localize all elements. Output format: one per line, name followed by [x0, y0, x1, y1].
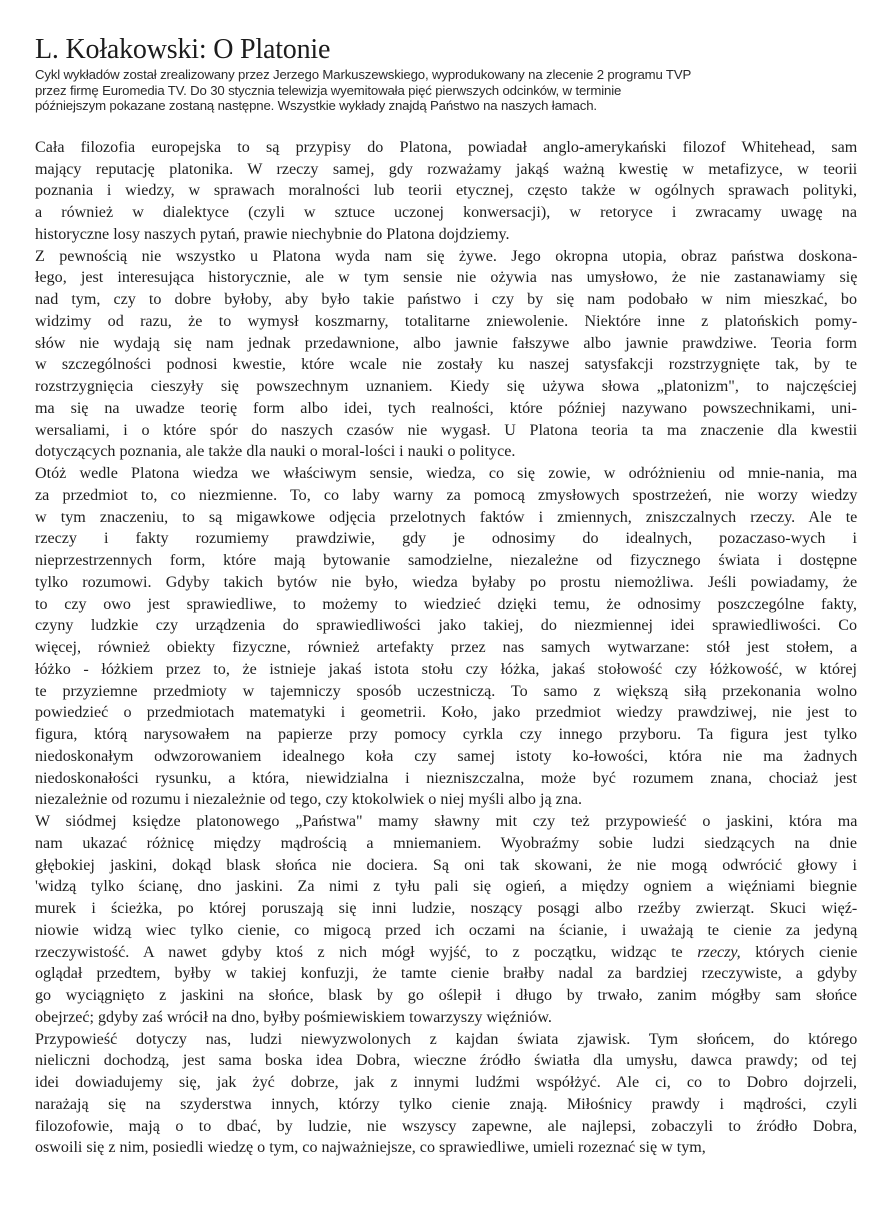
article-lead: [35, 67, 835, 114]
text-line: historyczne losy naszych pytań, prawie niechybnie do Platona dojdziemy.: [35, 225, 510, 243]
text-segment: których cienie: [740, 943, 858, 961]
text-line: nad tym, czy to dobre byłoby, aby było takie państwo i czy by się nam podobało w nim mieszkać, bo: [35, 291, 857, 309]
text-line: za przedmiot to, co niezmienne. To, co laby warny za pomocą zmysłowych spostrzeżeń, nie worzy wiedzy: [35, 486, 858, 504]
text-line: narażają się na szyderstwa innych, którzy tylko cienie znają. Miłośnicy prawdy i mądrości, czyli: [35, 1095, 858, 1113]
text-line: Otóż wedle Platona wiedza we właściwym sensie, wiedza, co się zowie, w odróżnieniu od mnie-nania, ma: [35, 465, 858, 483]
text-line: wersaliami, i o które spór do naszych czasów nie wygasł. U Platona teoria ta ma znaczenie dla kwestii: [35, 421, 858, 439]
text-line: figura, którą narysowałem na papierze przy pomocy cyrkla czy innego przyboru. Ta figura jest tylko: [35, 726, 857, 744]
text-line: idei dowiadujemy się, jak żyć dobrze, jak z innymi ludźmi współżyć. Ale ci, co to Dobro dojrzeli,: [35, 1074, 857, 1092]
text-line: nam ukazać różnicę między mądrością a mniemaniem. Wyobraźmy sobie ludzi siedzących na dnie: [35, 834, 857, 852]
article-body: [35, 137, 857, 1159]
text-line: widzimy od razu, że to wymysł koszmarny, totalitarne zniewolenie. Niektóre inne z platońskich pomy-: [35, 312, 858, 330]
text-line: oswoili się z nim, posiedli wiedzę o tym, co najważniejsze, co sprawiedliwe, umieli rozeznać się w tym,: [35, 1139, 706, 1157]
document-page: [35, 34, 857, 1159]
text-line: niedoskonałym odwzorowaniem idealnego koła czy samej istoty ko-łowości, która nie ma żadnych: [35, 747, 858, 765]
text-line: obejrzeć; gdyby zaś wrócił na dno, byłby pośmiewiskiem towarzyszy więźniów.: [35, 1008, 552, 1026]
text-line: murek i ścieżka, po której poruszają się inni ludzie, noszący posągi albo rzeźby zwierząt. Skuci więź-: [35, 900, 858, 918]
text-line: w tym znaczeniu, to są migawkowe odjęcia przelotnych faktów i zmiennych, zniszczalnych rzeczy. Ale te: [35, 508, 858, 526]
text-line: te przyziemne przedmioty w tajemniczy sposób uczestniczą. To samo z większą siłą przekonania wolno: [35, 682, 858, 700]
text-line: rozstrzygnięcia cieszyły się powszechnym uznaniem. Kiedy się używa słowa „platonizm", to najczęściej: [35, 378, 857, 396]
text-line: W siódmej księdze platonowego „Państwa" mamy sławny mit czy też przypowieść o jaskini, która ma: [35, 813, 858, 831]
text-line: powiedzieć o przedmiotach matematyki i geometrii. Koło, jako przedmiot wiedzy prawdziwej, nie jest to: [35, 704, 857, 722]
text-line: dotyczących poznania, ale także dla nauki o moral-lości i nauki o polityce.: [35, 443, 516, 461]
text-line: łego, jest interesująca historycznie, ale w tym sensie nie ożywia nas umysłowo, że nie zastanawiamy się: [35, 269, 858, 287]
text-line: niedoskonałości rysunku, a która, niewidzialna i niezniszczalna, może być rozumem znana, chociaż jest: [35, 769, 857, 787]
text-line: głębokiej jaskini, dokąd blask słońca nie dociera. Są oni tak skowani, że nie mogą odwrócić głowy i: [35, 856, 857, 874]
text-line: nieprzestrzennych form, które mają bytowanie samodzielne, niezależne od fizycznego świata i dostępne: [35, 552, 857, 570]
text-line: mający reputację platonika. W rzeczy samej, gdy rozważamy jakąś ważną kwestię w metafizyce, w teorii: [35, 160, 858, 178]
text-segment: rzeczywistość. A nawet gdyby ktoś z nich mógł wyjść, to z początku, widząc te: [35, 943, 698, 961]
text-line: ma się na uwadze teorię form albo idei, tych realności, które później nazywano powszechnikami, uni-: [35, 399, 857, 417]
text-line: filozofowie, mają o to dbać, by ludzie, nie wszyscy zapewne, ale najlepsi, zobaczyli to źródło Dobra,: [35, 1117, 858, 1135]
paragraph: [35, 811, 857, 1029]
text-line: niezależnie od rozumu i niezależnie od tego, czy ktokolwiek o niej myśli albo ją zna.: [35, 791, 582, 809]
paragraph: [35, 137, 857, 246]
text-line: Cała filozofia europejska to są przypisy do Platona, powiadał anglo-amerykański filozof Whitehead, sam: [35, 138, 858, 156]
italic-emphasis: rzeczy,: [697, 943, 741, 961]
text-line: to czy owo jest sprawiedliwe, to możemy to wiedzieć dzięki temu, że odnosimy poszczególne fakty,: [35, 595, 857, 613]
article-title: L. Kołakowski: O Platonie: [35, 34, 331, 65]
text-line: łóżko - łóżkiem przez to, że istnieje jakaś istota stołu czy łóżka, jakaś stołowość czy łóżkowość, w której: [35, 660, 857, 678]
text-line: czyny ludzkie czy urządzenia do sprawiedliwości jako takiej, do niezmiennej idei sprawiedliwości. Co: [35, 617, 857, 635]
lead-line: przez firmę Euromedia TV. Do 30 stycznia telewizja wyemitowała pięć pierwszych odcinków, w terminie: [35, 82, 622, 98]
text-line: go wyciągnięto z jaskini na słońce, blask by go oślepił i długo by trwało, zanim mógłby sam słońce: [35, 987, 857, 1005]
text-line: tylko rozumowi. Gdyby takich bytów nie było, wiedza byłaby po prostu niemożliwa. Jeśli powiadamy, że: [35, 573, 858, 591]
text-line: a również w dialektyce (czyli w sztuce uczonej konwersacji), w retoryce i zwracamy uwagę na: [35, 204, 857, 222]
text-line: [35, 942, 857, 964]
text-line: nieliczni dochodzą, jest sama boska idea Dobra, wieczne źródło światła dla umysłu, dawca prawdy; od tej: [35, 1052, 857, 1070]
text-line: rzeczy i fakty rozumiemy prawdziwie, gdy je odnosimy do idealnych, pozaczaso-wych i: [35, 530, 857, 548]
text-line: 'widzą tylko ścianę, dno jaskini. Za nimi z tyłu pali się ogień, a między ogniem a więźniami biegnie: [35, 878, 857, 896]
text-line: słów nie wydają się nam jednak przedawnione, albo jawnie fałszywe albo jawnie prawdziwe. Teoria form: [35, 334, 857, 352]
text-line: Z pewnością nie wszystko u Platona wyda nam się żywe. Jego okropna utopia, obraz państwa doskona-: [35, 247, 858, 265]
text-line: niowie widzą wiec tylko cienie, co migocą przed ich oczami na ścianie, i uważają te cienie za jedyną: [35, 921, 858, 939]
text-line: poznania i wiedzy, w sprawach moralności lub teorii etycznej, często także w ogólnych sprawach polityki,: [35, 182, 857, 200]
text-line: więcej, również obiekty fizyczne, również artefakty przez nas samych wytwarzane: stół jest stołem, a: [35, 639, 858, 657]
text-line: Przypowieść dotyczy nas, ludzi niewyzwolonych z kajdan świata zjawisk. Tym słońcem, do którego: [35, 1030, 858, 1048]
lead-line: późniejszym pokazane zostaną następne. Wszystkie wykłady znajdą Państwo na naszych łamach.: [35, 98, 597, 114]
text-line: w szczególności podnosi kwestie, które wcale nie zostały ku naszej satysfakcji rozstrzygnięte tak, by te: [35, 356, 857, 374]
paragraph: [35, 463, 857, 811]
text-line: oglądał przedtem, byłby w takiej konfuzji, że tamte cienie brałby nadal za bardziej rzeczywiste, a gdyby: [35, 965, 858, 983]
paragraph: [35, 1029, 857, 1160]
paragraph: [35, 246, 857, 464]
lead-line: Cykl wykładów został zrealizowany przez Jerzego Markuszewskiego, wyprodukowany na zlecenie 2 programu TVP: [35, 67, 692, 82]
